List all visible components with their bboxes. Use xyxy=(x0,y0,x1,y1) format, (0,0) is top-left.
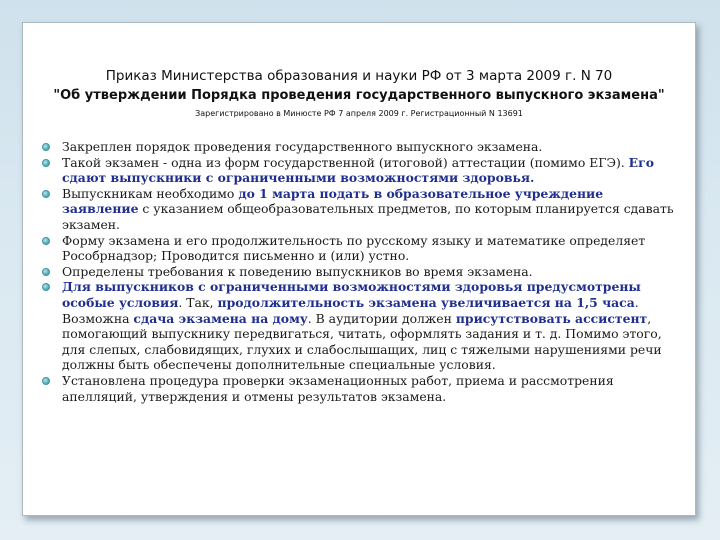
bullet-text: Выпускникам необходимо xyxy=(62,185,239,201)
registration-note: Зарегистрировано в Минюсте РФ 7 апреля 2009 г. Регистрационный N 13691 xyxy=(195,109,523,118)
order-title: Приказ Министерства образования и науки РФ от 3 марта 2009 г. N 70 xyxy=(105,68,613,84)
slide xyxy=(22,22,696,516)
list-item xyxy=(23,186,695,233)
bullet-icon xyxy=(42,377,50,385)
bullet-icon xyxy=(42,190,50,198)
highlight-text: сдача экзамена на дому xyxy=(133,310,308,326)
bullet-icon xyxy=(42,283,50,291)
highlight-text: продолжительность экзамена увеличивается на 1,5 часа xyxy=(217,294,635,310)
list-item xyxy=(23,155,695,186)
list-item xyxy=(23,233,695,264)
order-subtitle: "Об утверждении Порядка проведения государственного выпускного экзамена" xyxy=(53,88,665,103)
highlight-text: до 1 марта подать в образовательное учреждение заявление xyxy=(62,185,604,217)
highlight-text: Его сдают выпускники с ограниченными возможностями здоровья. xyxy=(62,154,654,186)
bullet-list xyxy=(23,139,695,404)
bullet-text: Установлена процедура проверки экзаменационных работ, приема и рассмотрения апелляций, утверждения и отмены результатов экзамена. xyxy=(62,372,614,404)
list-item xyxy=(23,139,695,155)
bullet-text: Такой экзамен - одна из форм государственной (итоговой) аттестации (помимо ЕГЭ). xyxy=(62,154,629,170)
bullet-text: . В аудитории должен xyxy=(307,310,456,326)
list-item xyxy=(23,279,695,373)
highlight-text: Для выпускников с ограниченными возможностями здоровья предусмотрены особые условия xyxy=(62,279,641,310)
bullet-text: . Возможна xyxy=(62,294,639,326)
bullet-icon xyxy=(42,159,50,167)
bullet-icon xyxy=(42,143,50,151)
bullet-icon xyxy=(42,268,50,276)
list-item xyxy=(23,264,695,280)
bullet-text: с указанием общеобразовательных предметов, по которым планируется сдавать экзамен. xyxy=(62,201,674,232)
list-item xyxy=(23,373,695,404)
bullet-text: Закреплен порядок проведения государственного выпускного экзамена. xyxy=(62,139,543,154)
title-block xyxy=(23,67,695,121)
highlight-text: присутствовать ассистент xyxy=(455,310,648,326)
bullet-text: Определены требования к поведению выпускников во время экзамена. xyxy=(62,263,533,279)
bullet-text: Форму экзамена и его продолжительность по русскому языку и математике определяет Рособрнадзор; Проводится письменно и (или) устно. xyxy=(62,232,646,264)
bullet-text: . Так, xyxy=(178,294,218,310)
bullet-icon xyxy=(42,237,50,245)
bullet-text: , помогающий выпускнику передвигаться, читать, оформлять задания и т. д. Помимо этого, для слепых, слабовидящих, глухих и слабослышащих, лиц с тяжелыми нарушениями речи должны быть обеспечены дополнительные специальные условия. xyxy=(62,310,662,373)
